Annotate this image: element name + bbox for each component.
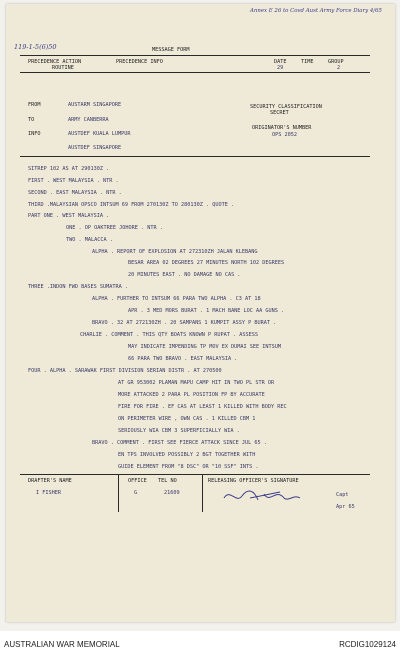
message-form-paper — [6, 4, 395, 622]
releasing-officer-label: RELEASING OFFICER'S SIGNATURE — [208, 478, 299, 484]
record-identifier: RCDIG1029124 — [339, 640, 396, 649]
body-top-rule — [20, 156, 370, 157]
drafter-name-value: I FISHER — [36, 490, 61, 496]
tel-no-label: TEL NO — [158, 478, 177, 484]
group-value: 2 — [337, 65, 341, 71]
handwritten-reference: 119-1-5(6)50 — [14, 43, 57, 51]
officer-signature — [220, 484, 310, 508]
body-line: CHARLIE . COMMENT . THIS QTY BOATS KNOWN P RUPAT . ASSESS — [80, 332, 259, 338]
body-line: SITREP 102 AS AT 290130Z . — [28, 166, 110, 172]
from-label: FROM — [28, 102, 41, 108]
body-line: MORE ATTACKED 2 PARA PL POSITION FP BY ACCURATE — [118, 392, 265, 398]
body-line: MAY INDICATE IMPENDING TP MOV EX DUMAI SEE INTSUM — [128, 344, 282, 350]
security-classification-value: SECRET — [270, 110, 289, 116]
tel-no-value: 21609 — [164, 490, 180, 496]
from-value: AUSTARM SINGAPORE — [68, 102, 122, 108]
handwritten-annex-note: Annex E 26 to Covd Aust Army Force Diary 4/65 — [250, 8, 382, 14]
body-line: SECOND . EAST MALAYSIA . NTR . — [28, 190, 122, 196]
body-line: EN TPS INVOLVED POSSIBLY 2 BGT TOGETHER WITH — [118, 452, 256, 458]
date-value: 29 — [277, 65, 284, 71]
header-top-rule — [20, 55, 370, 56]
source-institution: AUSTRALIAN WAR MEMORIAL — [4, 640, 120, 649]
body-line: BRAVO . COMMENT . FIRST SEE FIERCE ATTACK SINCE JUL 65 . — [92, 440, 267, 446]
info-value-2: AUSTDEF SINGAPORE — [68, 145, 122, 151]
body-line: ALPHA . FURTHER TO INTSUM 66 PARA TWO ALPHA . C3 AT 18 — [92, 296, 261, 302]
archive-footer — [0, 631, 400, 654]
security-classification-label: SECURITY CLASSIFICATION — [250, 104, 322, 110]
body-line: 20 MINUTES EAST . NO DAMAGE NO CAS . — [128, 272, 241, 278]
body-line: FOUR . ALPHA . SARAWAK FIRST DIVISION SERIAN DISTR . AT 270500 — [28, 368, 222, 374]
precedence-action-label: PRECEDENCE ACTION — [28, 59, 82, 65]
time-label: TIME — [301, 59, 314, 65]
to-value: ARMY CANBERRA — [68, 117, 109, 123]
footer-divider — [118, 474, 119, 512]
body-line: APR . 3 MED MORS BURAT . 1 MACH BANE LOC AA GUNS . — [128, 308, 285, 314]
drafter-name-label: DRAFTER'S NAME — [28, 478, 72, 484]
info-value-1: AUSTDEF KUALA LUMPUR — [68, 131, 131, 137]
body-line: ALPHA . REPORT OF EXPLOSION AT 272310ZH JALAN KLEBANG — [92, 249, 258, 255]
body-line: SERIOUSLY WIA CBM 3 SUPERFICIALLY WIA . — [118, 428, 240, 434]
footer-divider — [202, 474, 203, 512]
header-bottom-rule — [20, 72, 370, 73]
body-line: THIRD .MALAYSIAN OPSCO INTSUM 69 FROM 270130Z TO 280130Z . QUOTE . — [28, 202, 235, 208]
body-line: GUIDE ELEMENT FROM "8 DSC" OR "10 SSF" INTS . — [118, 464, 259, 470]
routine-label: ROUTINE — [52, 65, 74, 71]
form-title: MESSAGE FORM — [152, 47, 190, 53]
body-line: FIRE FOR FIRE . EF CAS AT LEAST 1 KILLED WITH BODY REC — [118, 404, 287, 410]
originators-number-label: ORIGINATOR'S NUMBER — [252, 125, 312, 131]
body-line: AT GR 953002 PLAMAN MAPU CAMP HIT IN TWO PL STR OR — [118, 380, 275, 386]
body-line: BESAR AREA 02 DEGREES 27 MINUTES NORTH 102 DEGREES — [128, 260, 285, 266]
originators-number-value: OPS 2052 — [272, 132, 297, 138]
body-line: FIRST . WEST MALAYSIA . NTR . — [28, 178, 119, 184]
group-label: GROUP — [328, 59, 344, 65]
body-line: ON PERIMETER WIRE , OWN CAS . 1 KILLED CBM 1 — [118, 416, 256, 422]
info-label: INFO — [28, 131, 41, 137]
date-signed: Apr 65 — [336, 504, 355, 510]
officer-rank: Capt — [336, 492, 349, 498]
body-line: 66 PARA TWO BRAVO . EAST MALAYSIA . — [128, 356, 238, 362]
date-label: DATE — [274, 59, 287, 65]
footer-top-rule — [20, 474, 370, 475]
office-label: OFFICE — [128, 478, 147, 484]
body-line: ONE . OP OAKTREE JOHORE . NTR . — [66, 225, 163, 231]
to-label: TO — [28, 117, 35, 123]
body-line: PART ONE . WEST MALAYSIA . — [28, 213, 110, 219]
body-line: BRAVO . 32 AT 272130ZH . 20 SAMPANS 1 KUMPIT ASSY P BURAT . — [92, 320, 277, 326]
body-line: TWO . MALACCA . — [66, 237, 113, 243]
precedence-info-label: PRECEDENCE INFO — [116, 59, 163, 65]
body-line: THREE .INDON FWD BASES SUMATRA . — [28, 284, 128, 290]
office-value: G — [134, 490, 138, 496]
